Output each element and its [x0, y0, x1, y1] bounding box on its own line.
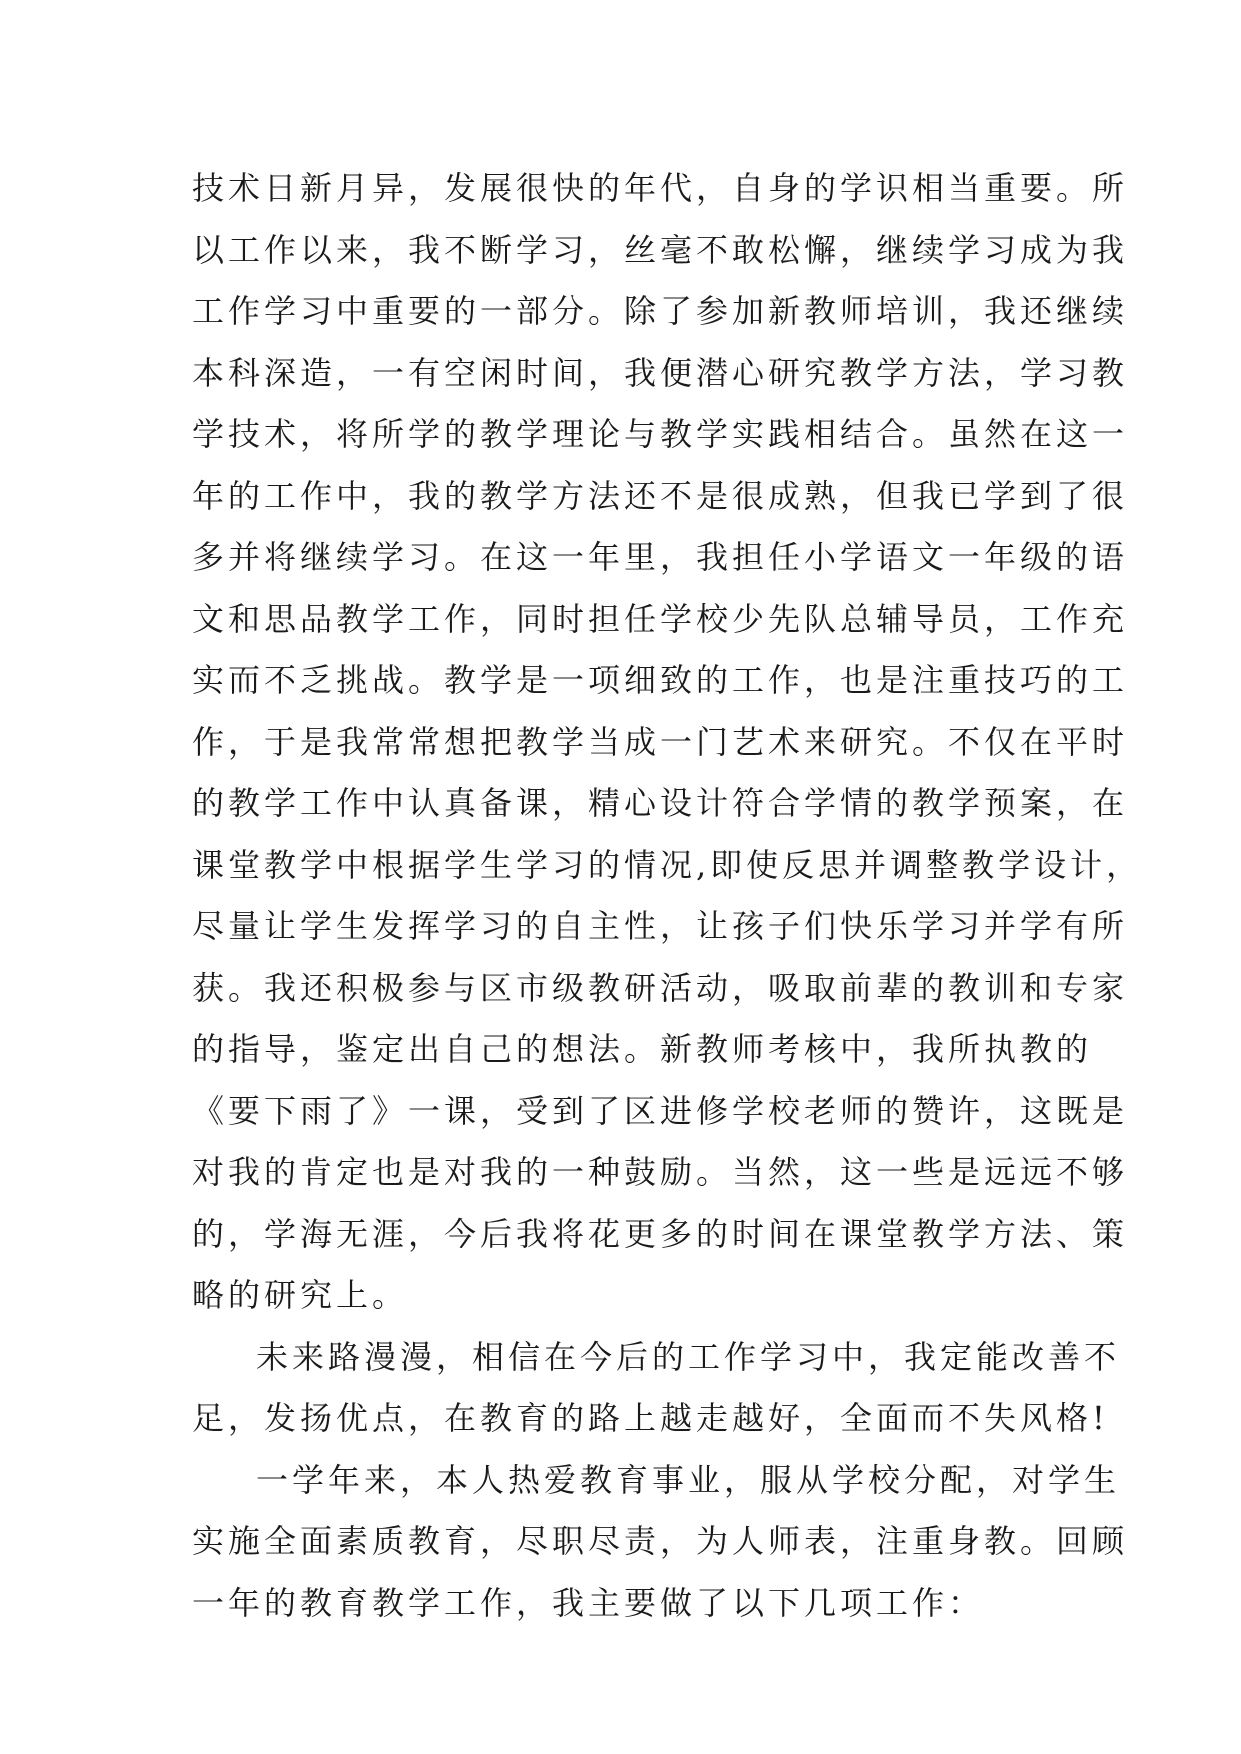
text-line: 本科深造，一有空闲时间，我便潜心研究教学方法，学习教 [192, 353, 1129, 392]
text-line: 的，学海无涯，今后我将花更多的时间在课堂教学方法、策 [192, 1214, 1129, 1253]
text-line: 尽量让学生发挥学习的自主性，让孩子们快乐学习并学有所 [192, 907, 1129, 945]
body-text [192, 158, 1143, 1634]
text-line: 的指导，鉴定出自己的想法。新教师考核中，我所执教的 [192, 1030, 1093, 1068]
text-line: 的教学工作中认真备课，精心设计符合学情的教学预案，在 [192, 784, 1129, 822]
text-line: 以工作以来，我不断学习，丝毫不敢松懈，继续学习成为我 [192, 230, 1129, 269]
paragraph-first-line: 一学年来，本人热爱教育事业，服从学校分配，对学生 [256, 1460, 1121, 1499]
text-line: 略的研究上。 [192, 1276, 409, 1314]
text-line: 实施全面素质教育，尽职尽责，为人师表，注重身教。回顾 [192, 1522, 1129, 1560]
text-line: 学技术，将所学的教学理论与教学实践相结合。虽然在这一 [192, 415, 1129, 453]
text-line: 技术日新月异，发展很快的年代，自身的学识相当重要。所 [192, 169, 1129, 207]
text-line: 对我的肯定也是对我的一种鼓励。当然，这一些是远远不够 [192, 1153, 1129, 1191]
text-line: 《要下雨了》一课，受到了区进修学校老师的赞许，这既是 [192, 1091, 1129, 1130]
text-line: 获。我还积极参与区市级教研活动，吸取前辈的教训和专家 [192, 968, 1129, 1007]
text-line: 作，于是我常常想把教学当成一门艺术来研究。不仅在平时 [192, 722, 1129, 761]
paragraph-first-line: 未来路漫漫，相信在今后的工作学习中，我定能改善不 [256, 1337, 1121, 1376]
text-line: 足，发扬优点，在教育的路上越走越好，全面而不失风格! [192, 1399, 1109, 1437]
text-line: 实而不乏挑战。教学是一项细致的工作，也是注重技巧的工 [192, 661, 1129, 699]
text-line: 课堂教学中根据学生学习的情况,即使反思并调整教学设计， [192, 845, 1143, 884]
text-line: 多并将继续学习。在这一年里，我担任小学语文一年级的语 [192, 538, 1129, 576]
text-line: 一年的教育教学工作，我主要做了以下几项工作： [192, 1583, 985, 1622]
text-line: 文和思品教学工作，同时担任学校少先队总辅导员，工作充 [192, 599, 1129, 638]
text-line: 年的工作中，我的教学方法还不是很成熟，但我已学到了很 [192, 476, 1129, 515]
text-line: 工作学习中重要的一部分。除了参加新教师培训，我还继续 [192, 292, 1129, 330]
